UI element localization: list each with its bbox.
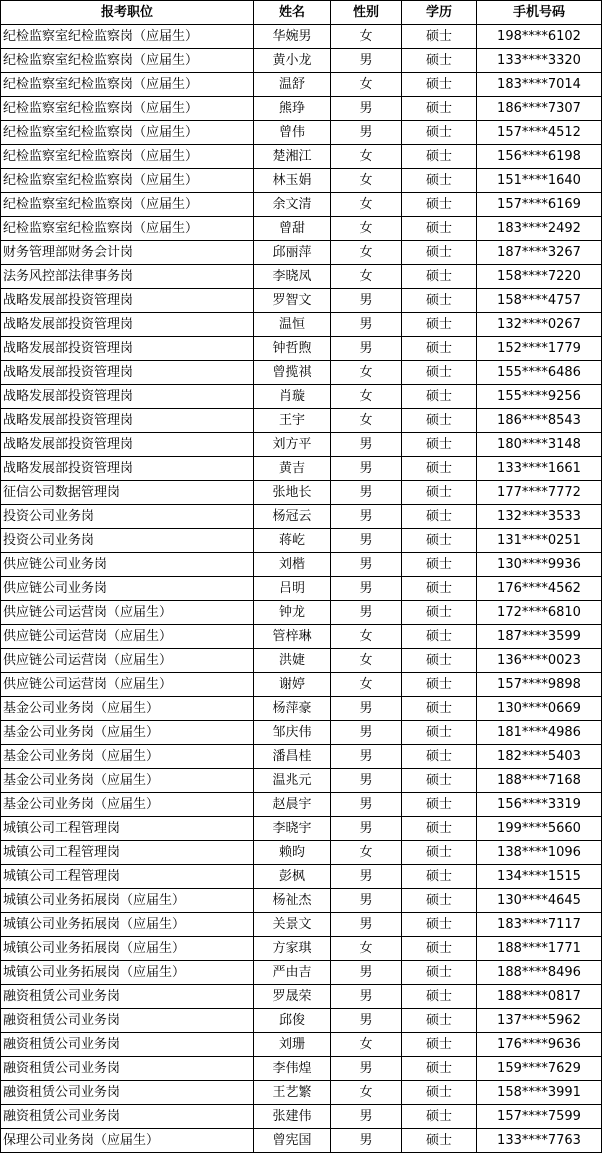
cell-name: 蒋屹: [254, 529, 331, 553]
table-row: [1, 577, 602, 601]
cell-gender: 男: [331, 985, 402, 1009]
cell-position: 城镇公司业务拓展岗（应届生）: [1, 889, 254, 913]
cell-position: 战略发展部投资管理岗: [1, 289, 254, 313]
cell-education: 硕士: [402, 673, 477, 697]
cell-name: 杨祉杰: [254, 889, 331, 913]
cell-gender: 女: [331, 217, 402, 241]
cell-phone: 172****6810: [477, 601, 602, 625]
cell-gender: 男: [331, 121, 402, 145]
header-education: 学历: [402, 1, 477, 25]
cell-position: 融资租赁公司业务岗: [1, 985, 254, 1009]
cell-education: 硕士: [402, 97, 477, 121]
cell-name: 华婉男: [254, 25, 331, 49]
cell-phone: 186****8543: [477, 409, 602, 433]
table-row: [1, 73, 602, 97]
cell-phone: 155****9256: [477, 385, 602, 409]
cell-name: 李晓凤: [254, 265, 331, 289]
cell-position: 纪检监察室纪检监察岗（应届生）: [1, 49, 254, 73]
cell-position: 纪检监察室纪检监察岗（应届生）: [1, 193, 254, 217]
cell-name: 林玉娟: [254, 169, 331, 193]
cell-phone: 157****9898: [477, 673, 602, 697]
cell-gender: 男: [331, 913, 402, 937]
cell-name: 余文清: [254, 193, 331, 217]
cell-education: 硕士: [402, 1129, 477, 1153]
cell-education: 硕士: [402, 697, 477, 721]
cell-name: 洪婕: [254, 649, 331, 673]
cell-gender: 男: [331, 433, 402, 457]
cell-name: 刘方平: [254, 433, 331, 457]
cell-phone: 159****7629: [477, 1057, 602, 1081]
cell-name: 楚湘江: [254, 145, 331, 169]
table-row: [1, 1081, 602, 1105]
cell-gender: 女: [331, 241, 402, 265]
cell-name: 张地长: [254, 481, 331, 505]
cell-education: 硕士: [402, 121, 477, 145]
cell-position: 基金公司业务岗（应届生）: [1, 793, 254, 817]
table-row: [1, 817, 602, 841]
cell-phone: 133****1661: [477, 457, 602, 481]
cell-education: 硕士: [402, 145, 477, 169]
cell-gender: 女: [331, 265, 402, 289]
cell-education: 硕士: [402, 313, 477, 337]
cell-gender: 男: [331, 721, 402, 745]
cell-gender: 女: [331, 25, 402, 49]
cell-education: 硕士: [402, 985, 477, 1009]
cell-name: 王宇: [254, 409, 331, 433]
table-row: [1, 265, 602, 289]
cell-phone: 136****0023: [477, 649, 602, 673]
cell-education: 硕士: [402, 577, 477, 601]
cell-gender: 男: [331, 481, 402, 505]
cell-name: 方家琪: [254, 937, 331, 961]
cell-phone: 157****6169: [477, 193, 602, 217]
cell-gender: 男: [331, 529, 402, 553]
cell-education: 硕士: [402, 1105, 477, 1129]
table-row: [1, 433, 602, 457]
cell-name: 曾甜: [254, 217, 331, 241]
cell-gender: 女: [331, 937, 402, 961]
cell-position: 供应链公司运营岗（应届生）: [1, 601, 254, 625]
table-row: [1, 385, 602, 409]
cell-education: 硕士: [402, 745, 477, 769]
cell-gender: 男: [331, 745, 402, 769]
table-row: [1, 289, 602, 313]
header-phone: 手机号码: [477, 1, 602, 25]
cell-position: 战略发展部投资管理岗: [1, 337, 254, 361]
cell-position: 供应链公司运营岗（应届生）: [1, 673, 254, 697]
table-row: [1, 793, 602, 817]
cell-gender: 男: [331, 961, 402, 985]
cell-phone: 155****6486: [477, 361, 602, 385]
table-row: [1, 361, 602, 385]
cell-phone: 176****9636: [477, 1033, 602, 1057]
cell-gender: 女: [331, 169, 402, 193]
cell-name: 曾宪国: [254, 1129, 331, 1153]
cell-position: 城镇公司业务拓展岗（应届生）: [1, 913, 254, 937]
cell-phone: 137****5962: [477, 1009, 602, 1033]
cell-name: 刘珊: [254, 1033, 331, 1057]
cell-education: 硕士: [402, 241, 477, 265]
table-row: [1, 673, 602, 697]
cell-position: 供应链公司运营岗（应届生）: [1, 649, 254, 673]
cell-name: 李晓宇: [254, 817, 331, 841]
table-row: [1, 121, 602, 145]
cell-position: 城镇公司业务拓展岗（应届生）: [1, 937, 254, 961]
table-body: [1, 25, 602, 1153]
cell-phone: 157****4512: [477, 121, 602, 145]
cell-education: 硕士: [402, 721, 477, 745]
cell-education: 硕士: [402, 505, 477, 529]
cell-education: 硕士: [402, 457, 477, 481]
cell-gender: 男: [331, 505, 402, 529]
cell-phone: 158****7220: [477, 265, 602, 289]
cell-phone: 132****3533: [477, 505, 602, 529]
cell-name: 严由吉: [254, 961, 331, 985]
cell-position: 融资租赁公司业务岗: [1, 1057, 254, 1081]
table-row: [1, 25, 602, 49]
cell-position: 纪检监察室纪检监察岗（应届生）: [1, 97, 254, 121]
cell-education: 硕士: [402, 937, 477, 961]
cell-phone: 130****0669: [477, 697, 602, 721]
cell-education: 硕士: [402, 913, 477, 937]
cell-education: 硕士: [402, 73, 477, 97]
cell-position: 保理公司业务岗（应届生）: [1, 1129, 254, 1153]
cell-phone: 183****7117: [477, 913, 602, 937]
header-name: 姓名: [254, 1, 331, 25]
table-row: [1, 1057, 602, 1081]
cell-position: 城镇公司工程管理岗: [1, 817, 254, 841]
cell-phone: 133****7763: [477, 1129, 602, 1153]
header-position: 报考职位: [1, 1, 254, 25]
cell-phone: 131****0251: [477, 529, 602, 553]
cell-education: 硕士: [402, 481, 477, 505]
cell-phone: 151****1640: [477, 169, 602, 193]
cell-position: 投资公司业务岗: [1, 505, 254, 529]
header-gender: 性别: [331, 1, 402, 25]
cell-gender: 女: [331, 385, 402, 409]
cell-position: 财务管理部财务会计岗: [1, 241, 254, 265]
cell-name: 温恒: [254, 313, 331, 337]
cell-position: 纪检监察室纪检监察岗（应届生）: [1, 121, 254, 145]
cell-phone: 186****7307: [477, 97, 602, 121]
cell-education: 硕士: [402, 49, 477, 73]
table-row: [1, 697, 602, 721]
cell-gender: 女: [331, 361, 402, 385]
table-row: [1, 337, 602, 361]
cell-position: 供应链公司业务岗: [1, 577, 254, 601]
cell-name: 邱丽萍: [254, 241, 331, 265]
cell-phone: 156****6198: [477, 145, 602, 169]
table-row: [1, 553, 602, 577]
cell-name: 邹庆伟: [254, 721, 331, 745]
cell-gender: 女: [331, 1033, 402, 1057]
table-row: [1, 457, 602, 481]
cell-education: 硕士: [402, 25, 477, 49]
cell-phone: 188****8496: [477, 961, 602, 985]
cell-gender: 男: [331, 697, 402, 721]
cell-education: 硕士: [402, 769, 477, 793]
table-row: [1, 241, 602, 265]
cell-name: 罗智文: [254, 289, 331, 313]
cell-position: 基金公司业务岗（应届生）: [1, 721, 254, 745]
cell-education: 硕士: [402, 361, 477, 385]
table-header-row: [1, 1, 602, 25]
cell-name: 张建伟: [254, 1105, 331, 1129]
cell-education: 硕士: [402, 169, 477, 193]
table-row: [1, 865, 602, 889]
cell-phone: 132****0267: [477, 313, 602, 337]
cell-name: 温舒: [254, 73, 331, 97]
cell-position: 融资租赁公司业务岗: [1, 1033, 254, 1057]
cell-gender: 女: [331, 673, 402, 697]
cell-gender: 女: [331, 409, 402, 433]
cell-position: 基金公司业务岗（应届生）: [1, 769, 254, 793]
cell-phone: 181****4986: [477, 721, 602, 745]
cell-gender: 女: [331, 193, 402, 217]
cell-phone: 156****3319: [477, 793, 602, 817]
cell-education: 硕士: [402, 961, 477, 985]
cell-phone: 138****1096: [477, 841, 602, 865]
cell-position: 纪检监察室纪检监察岗（应届生）: [1, 25, 254, 49]
cell-name: 曾伟: [254, 121, 331, 145]
table-row: [1, 217, 602, 241]
cell-phone: 152****1779: [477, 337, 602, 361]
cell-position: 城镇公司业务拓展岗（应届生）: [1, 961, 254, 985]
cell-gender: 男: [331, 553, 402, 577]
cell-position: 纪检监察室纪检监察岗（应届生）: [1, 169, 254, 193]
cell-phone: 158****3991: [477, 1081, 602, 1105]
table-row: [1, 961, 602, 985]
cell-education: 硕士: [402, 529, 477, 553]
table-row: [1, 481, 602, 505]
cell-phone: 199****5660: [477, 817, 602, 841]
cell-gender: 男: [331, 1129, 402, 1153]
cell-position: 战略发展部投资管理岗: [1, 361, 254, 385]
table-row: [1, 601, 602, 625]
cell-gender: 男: [331, 865, 402, 889]
cell-name: 赖昀: [254, 841, 331, 865]
cell-education: 硕士: [402, 409, 477, 433]
table-row: [1, 49, 602, 73]
cell-name: 邱俊: [254, 1009, 331, 1033]
cell-education: 硕士: [402, 1033, 477, 1057]
cell-position: 战略发展部投资管理岗: [1, 385, 254, 409]
cell-name: 钟哲煦: [254, 337, 331, 361]
cell-phone: 180****3148: [477, 433, 602, 457]
cell-position: 纪检监察室纪检监察岗（应届生）: [1, 145, 254, 169]
cell-name: 熊琤: [254, 97, 331, 121]
cell-name: 管梓琳: [254, 625, 331, 649]
cell-phone: 130****4645: [477, 889, 602, 913]
cell-position: 纪检监察室纪检监察岗（应届生）: [1, 217, 254, 241]
cell-position: 融资租赁公司业务岗: [1, 1105, 254, 1129]
cell-name: 王艺繁: [254, 1081, 331, 1105]
cell-position: 征信公司数据管理岗: [1, 481, 254, 505]
cell-gender: 女: [331, 841, 402, 865]
cell-position: 融资租赁公司业务岗: [1, 1009, 254, 1033]
cell-education: 硕士: [402, 265, 477, 289]
table-row: [1, 937, 602, 961]
cell-education: 硕士: [402, 553, 477, 577]
cell-gender: 男: [331, 289, 402, 313]
cell-gender: 男: [331, 1009, 402, 1033]
cell-name: 彭枫: [254, 865, 331, 889]
cell-gender: 男: [331, 817, 402, 841]
cell-position: 融资租赁公司业务岗: [1, 1081, 254, 1105]
cell-phone: 187****3267: [477, 241, 602, 265]
cell-position: 法务风控部法律事务岗: [1, 265, 254, 289]
cell-gender: 男: [331, 793, 402, 817]
cell-position: 基金公司业务岗（应届生）: [1, 745, 254, 769]
cell-name: 谢婷: [254, 673, 331, 697]
table-row: [1, 649, 602, 673]
cell-name: 钟龙: [254, 601, 331, 625]
cell-education: 硕士: [402, 217, 477, 241]
cell-gender: 女: [331, 73, 402, 97]
cell-education: 硕士: [402, 793, 477, 817]
cell-gender: 男: [331, 1057, 402, 1081]
table-row: [1, 1009, 602, 1033]
cell-education: 硕士: [402, 433, 477, 457]
cell-education: 硕士: [402, 385, 477, 409]
cell-name: 关景文: [254, 913, 331, 937]
cell-name: 李伟煌: [254, 1057, 331, 1081]
table-row: [1, 913, 602, 937]
cell-gender: 男: [331, 601, 402, 625]
cell-phone: 176****4562: [477, 577, 602, 601]
cell-education: 硕士: [402, 1009, 477, 1033]
cell-gender: 男: [331, 313, 402, 337]
table-row: [1, 1033, 602, 1057]
cell-education: 硕士: [402, 625, 477, 649]
cell-phone: 188****0817: [477, 985, 602, 1009]
cell-education: 硕士: [402, 1081, 477, 1105]
table-row: [1, 145, 602, 169]
table-row: [1, 169, 602, 193]
cell-position: 战略发展部投资管理岗: [1, 433, 254, 457]
cell-phone: 157****7599: [477, 1105, 602, 1129]
cell-phone: 134****1515: [477, 865, 602, 889]
cell-position: 战略发展部投资管理岗: [1, 313, 254, 337]
cell-name: 杨冠云: [254, 505, 331, 529]
cell-position: 战略发展部投资管理岗: [1, 457, 254, 481]
cell-phone: 177****7772: [477, 481, 602, 505]
cell-gender: 女: [331, 625, 402, 649]
cell-education: 硕士: [402, 889, 477, 913]
cell-education: 硕士: [402, 841, 477, 865]
cell-name: 杨萍豪: [254, 697, 331, 721]
table-row: [1, 745, 602, 769]
cell-education: 硕士: [402, 601, 477, 625]
cell-phone: 133****3320: [477, 49, 602, 73]
cell-name: 肖璇: [254, 385, 331, 409]
cell-phone: 188****1771: [477, 937, 602, 961]
cell-phone: 188****7168: [477, 769, 602, 793]
table-row: [1, 1129, 602, 1153]
cell-phone: 183****7014: [477, 73, 602, 97]
cell-name: 潘昌桂: [254, 745, 331, 769]
cell-gender: 男: [331, 1105, 402, 1129]
cell-education: 硕士: [402, 865, 477, 889]
cell-position: 城镇公司工程管理岗: [1, 841, 254, 865]
cell-position: 城镇公司工程管理岗: [1, 865, 254, 889]
cell-name: 刘楷: [254, 553, 331, 577]
cell-name: 罗晟荣: [254, 985, 331, 1009]
cell-phone: 130****9936: [477, 553, 602, 577]
cell-phone: 182****5403: [477, 745, 602, 769]
table-row: [1, 625, 602, 649]
cell-gender: 男: [331, 889, 402, 913]
table-row: [1, 841, 602, 865]
cell-gender: 女: [331, 649, 402, 673]
cell-education: 硕士: [402, 337, 477, 361]
cell-phone: 187****3599: [477, 625, 602, 649]
cell-gender: 男: [331, 457, 402, 481]
cell-phone: 183****2492: [477, 217, 602, 241]
table-row: [1, 1105, 602, 1129]
cell-phone: 198****6102: [477, 25, 602, 49]
cell-gender: 男: [331, 49, 402, 73]
table-row: [1, 313, 602, 337]
cell-gender: 男: [331, 769, 402, 793]
table-row: [1, 505, 602, 529]
cell-gender: 男: [331, 97, 402, 121]
cell-gender: 男: [331, 337, 402, 361]
cell-position: 基金公司业务岗（应届生）: [1, 697, 254, 721]
table-row: [1, 769, 602, 793]
cell-name: 赵晨宇: [254, 793, 331, 817]
cell-position: 供应链公司业务岗: [1, 553, 254, 577]
cell-education: 硕士: [402, 817, 477, 841]
cell-education: 硕士: [402, 289, 477, 313]
table-row: [1, 193, 602, 217]
cell-position: 战略发展部投资管理岗: [1, 409, 254, 433]
cell-gender: 女: [331, 145, 402, 169]
cell-name: 黄吉: [254, 457, 331, 481]
cell-education: 硕士: [402, 1057, 477, 1081]
cell-phone: 158****4757: [477, 289, 602, 313]
cell-name: 温兆元: [254, 769, 331, 793]
table-row: [1, 985, 602, 1009]
cell-position: 纪检监察室纪检监察岗（应届生）: [1, 73, 254, 97]
cell-position: 供应链公司运营岗（应届生）: [1, 625, 254, 649]
cell-name: 曾揽祺: [254, 361, 331, 385]
cell-gender: 女: [331, 1081, 402, 1105]
cell-name: 吕明: [254, 577, 331, 601]
table-row: [1, 409, 602, 433]
table-row: [1, 889, 602, 913]
table-row: [1, 529, 602, 553]
cell-name: 黄小龙: [254, 49, 331, 73]
cell-education: 硕士: [402, 193, 477, 217]
cell-gender: 男: [331, 577, 402, 601]
cell-position: 投资公司业务岗: [1, 529, 254, 553]
table-row: [1, 97, 602, 121]
table-row: [1, 721, 602, 745]
cell-education: 硕士: [402, 649, 477, 673]
